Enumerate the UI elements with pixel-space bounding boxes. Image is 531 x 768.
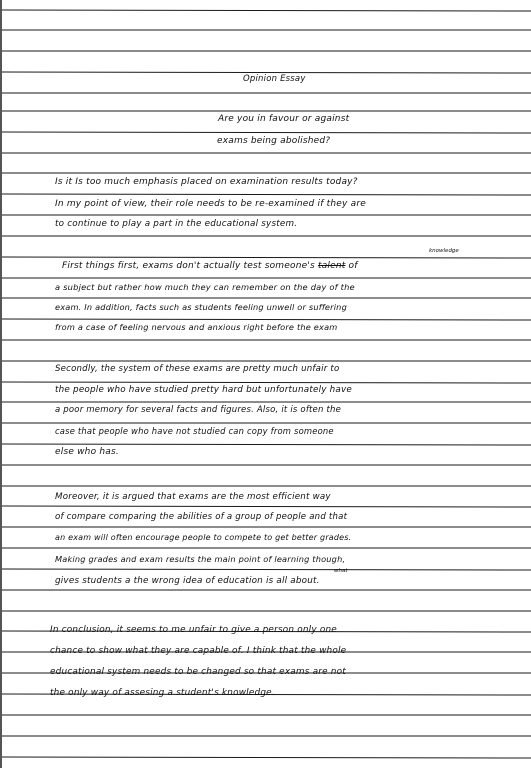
ruled-line <box>0 132 531 133</box>
para4-line-2: chance to show what they are capable of. I think that the whole <box>50 646 347 656</box>
ruled-line <box>0 757 531 758</box>
para3-line-2: of compare comparing the abilities of a group of people and that <box>55 512 348 522</box>
para4-line-3: educational system needs to be changed so that exams are not <box>50 667 346 677</box>
para2-line-1: Secondly, the system of these exams are pretty much unfair to <box>55 364 340 374</box>
ruled-line <box>0 444 531 445</box>
para3-line-4: Making grades and exam results the main point of learning though, <box>55 554 346 564</box>
para3-line-5: gives students a the wrong idea of education is all about. <box>55 576 320 586</box>
para1-line-3: exam. In addition, facts such as students feeling unwell or suffering <box>55 302 347 312</box>
para1-line-4: from a case of feeling nervous and anxious right before the exam <box>55 322 338 332</box>
para3-line-3: an exam will often encourage people to compete to get better grades. <box>55 533 352 542</box>
ruled-line <box>0 319 531 320</box>
margin-line <box>0 0 2 768</box>
ruled-line <box>0 194 531 195</box>
para2-line-2: the people who have studied pretty hard but unfortunately have <box>55 385 353 395</box>
intro-line-2: In my point of view, their role needs to be re-examined if they are <box>55 199 366 209</box>
para1-insertion: knowledge <box>429 248 459 254</box>
para4-line-4: the only way of assesing a student's knowledge. <box>50 688 275 698</box>
ruled-line <box>0 257 531 258</box>
para1-line-1: First things first, exams don't actually test someone's talent of <box>62 261 358 271</box>
para1-line-2: a subject but rather how much they can remember on the day of the <box>55 282 355 292</box>
ruled-line <box>0 569 531 570</box>
essay-question-line-1: Are you in favour or against <box>218 114 350 124</box>
ruled-line <box>0 10 531 11</box>
para2-line-3: a poor memory for several facts and figures. Also, it is often the <box>55 405 342 415</box>
para4-line-1: In conclusion, it seems to me unfair to give a person only one <box>50 625 337 635</box>
essay-question-line-2: exams being abolished? <box>217 136 331 146</box>
ruled-line <box>0 72 531 73</box>
para3-insertion: what <box>334 568 348 574</box>
ruled-line <box>0 506 531 507</box>
para1-struck-word: talent <box>317 261 346 271</box>
ruled-line <box>0 382 531 383</box>
intro-line-1: Is it Is too much emphasis placed on examination results today? <box>55 177 358 187</box>
para2-line-5: else who has. <box>55 447 119 457</box>
para2-line-4: case that people who have not studied can copy from someone <box>55 426 334 436</box>
essay-title: Opinion Essay <box>243 74 306 84</box>
intro-line-3: to continue to play a part in the educational system. <box>55 219 298 229</box>
para3-line-1: Moreover, it is argued that exams are the most efficient way <box>55 492 331 502</box>
